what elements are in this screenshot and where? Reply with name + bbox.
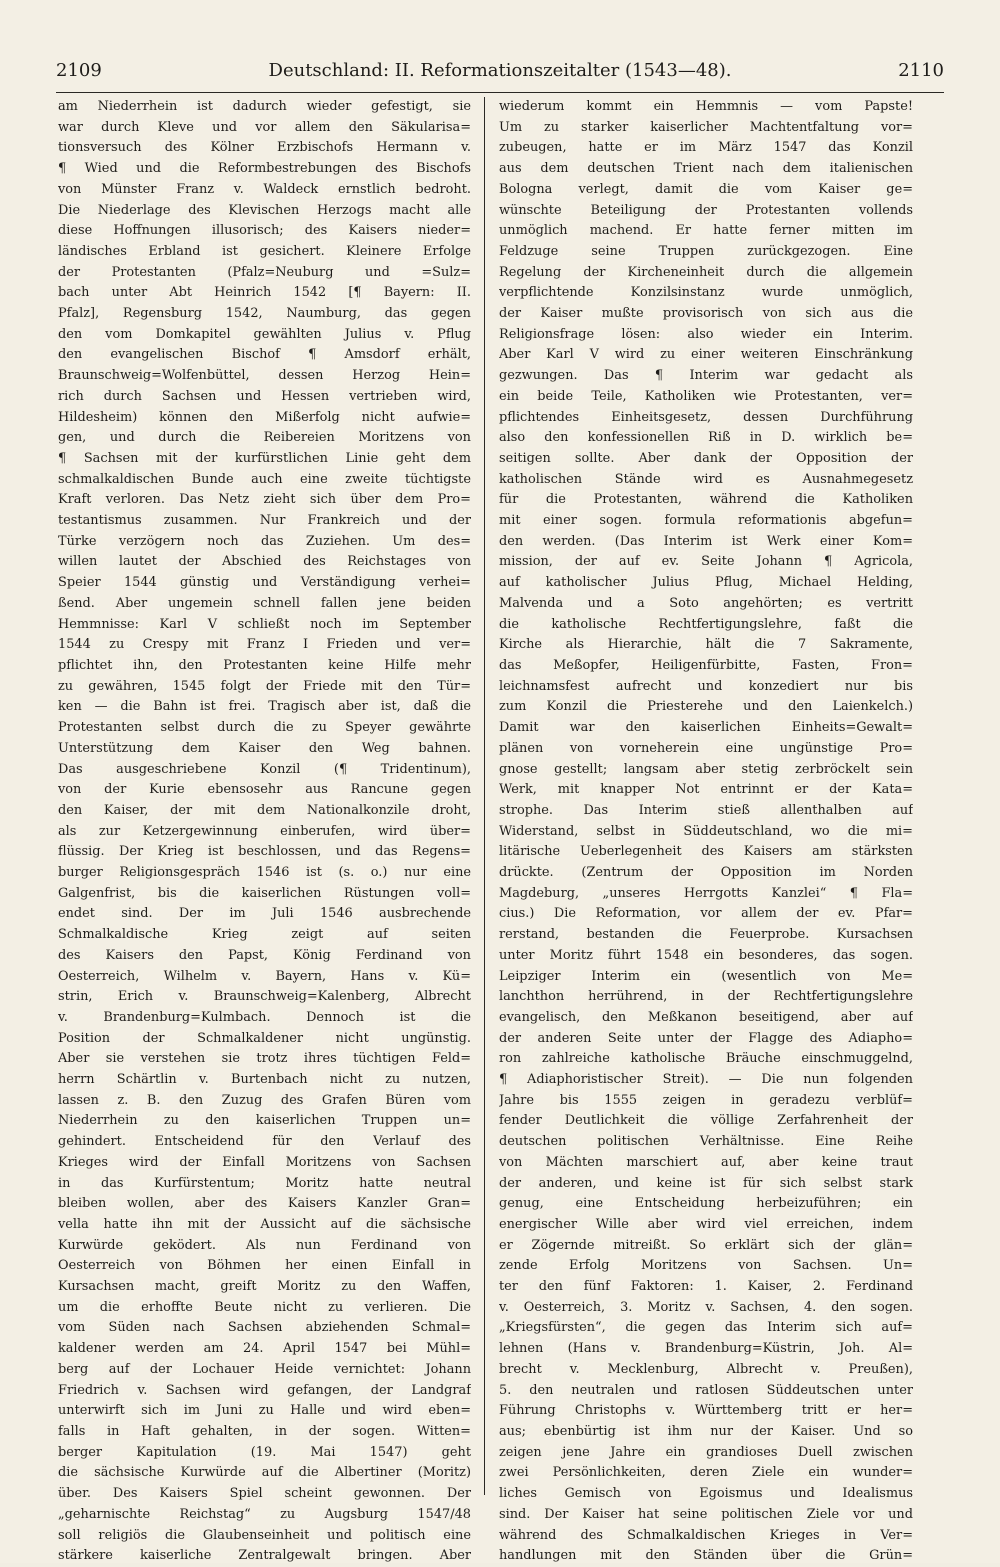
text-line: Jahre bis 1555 zeigen in geradezu verblüf=: [499, 1092, 913, 1108]
text-line: Hemmnisse: Karl V schließt noch im September: [58, 616, 471, 632]
text-line: das Meßopfer, Heiligenfürbitte, Fasten, Fron=: [499, 657, 913, 673]
text-line: endet sind. Der im Juli 1546 ausbrechende: [58, 906, 471, 922]
text-line: stärkere kaiserliche Zentralgewalt bringen. Aber: [58, 1548, 471, 1564]
text-line: liches Gemisch von Egoismus und Idealismus: [499, 1486, 913, 1502]
text-line: gnose gestellt; langsam aber stetig zerbröckelt sein: [499, 761, 913, 777]
text-line: die sächsische Kurwürde auf die Albertiner (Moritz): [58, 1465, 471, 1481]
text-line: um die erhoffte Beute nicht zu verlieren. Die: [58, 1299, 471, 1315]
text-line: Magdeburg, „unseres Herrgotts Kanzlei“ ¶ Fla=: [499, 885, 913, 901]
text-line: von Münster Franz v. Waldeck ernstlich bedroht.: [58, 181, 471, 197]
text-line: berg auf der Lochauer Heide vernichtet: Johann: [58, 1361, 471, 1377]
text-line: handlungen mit den Ständen über die Grün=: [499, 1548, 913, 1564]
text-line: den Kaiser, der mit dem Nationalkonzile droht,: [58, 802, 471, 818]
text-line: wünschte Beteiligung der Protestanten vollends: [499, 202, 913, 218]
text-line: Position der Schmalkaldener nicht ungünstig.: [58, 1030, 471, 1046]
text-line: schmalkaldischen Bunde auch eine zweite tüchtigste: [58, 471, 471, 487]
text-line: litärische Ueberlegenheit des Kaisers am stärksten: [499, 844, 913, 860]
text-line: strin, Erich v. Braunschweig=Kalenberg, Albrecht: [58, 989, 471, 1005]
text-line: rich durch Sachsen und Hessen vertrieben wird,: [58, 388, 471, 404]
text-line: auf katholischer Julius Pflug, Michael Helding,: [499, 575, 913, 591]
text-line: war durch Kleve und vor allem den Säkularisa=: [58, 119, 471, 135]
text-line: soll religiös die Glaubenseinheit und politisch eine: [58, 1527, 471, 1543]
text-line: lassen z. B. den Zuzug des Grafen Büren vom: [58, 1092, 471, 1108]
text-line: Damit war den kaiserlichen Einheits=Gewalt=: [499, 720, 913, 736]
text-line: der anderen, und keine ist für sich selbst stark: [499, 1175, 913, 1191]
text-line: herrn Schärtlin v. Burtenbach nicht zu nutzen,: [58, 1072, 471, 1088]
text-line: „Kriegsfürsten“, die gegen das Interim sich auf=: [499, 1320, 913, 1336]
text-line: lanchthon herrührend, in der Rechtfertigungslehre: [499, 989, 913, 1005]
text-line: Oesterreich von Böhmen her einen Einfall in: [58, 1258, 471, 1274]
text-line: Regelung der Kircheneinheit durch die allgemein: [499, 264, 913, 280]
text-line: zeigen jene Jahre ein grandioses Duell zwischen: [499, 1444, 913, 1460]
text-line: Unterstützung dem Kaiser den Weg bahnen.: [58, 740, 471, 756]
text-line: Kurwürde geködert. Als nun Ferdinand von: [58, 1237, 471, 1253]
text-line: des Kaisers den Papst, König Ferdinand von: [58, 947, 471, 963]
text-line: zu gewähren, 1545 folgt der Friede mit den Tür=: [58, 678, 471, 694]
text-line: Malvenda und a Soto angehörten; es vertritt: [499, 595, 913, 611]
text-line: am Niederrhein ist dadurch wieder gefestigt, sie: [58, 99, 471, 114]
text-line: Protestanten selbst durch die zu Speyer gewährte: [58, 720, 471, 736]
text-line: aus dem deutschen Trient nach dem italienischen: [499, 161, 913, 177]
text-line: ¶ Adiaphoristischer Streit). — Die nun folgenden: [499, 1072, 913, 1088]
text-line: Krieges wird der Einfall Moritzens von Sachsen: [58, 1154, 471, 1170]
text-line: Pfalz], Regensburg 1542, Naumburg, das gegen: [58, 306, 471, 322]
running-title: Deutschland: II. Reformationszeitalter (1543—48).: [268, 60, 732, 81]
text-line: der anderen Seite unter der Flagge des Adiapho=: [499, 1030, 913, 1046]
text-line: seitigen sollte. Aber dank der Opposition der: [499, 450, 913, 466]
text-line: berger Kapitulation (19. Mai 1547) geht: [58, 1444, 471, 1460]
text-line: der Kaiser mußte provisorisch von sich aus die: [499, 306, 913, 322]
text-line: Friedrich v. Sachsen wird gefangen, der Landgraf: [58, 1382, 471, 1398]
text-line: als zur Ketzergewinnung einberufen, wird über=: [58, 823, 471, 839]
text-line: 5. den neutralen und ratlosen Süddeutschen unter: [499, 1382, 913, 1398]
text-line: über. Des Kaisers Spiel scheint gewonnen. Der: [58, 1486, 471, 1502]
text-line: tionsversuch des Kölner Erzbischofs Hermann v.: [58, 140, 471, 156]
text-line: Um zu starker kaiserlicher Machtentfaltung vor=: [499, 119, 913, 135]
text-line: Türke verzögern noch das Zuziehen. Um des=: [58, 533, 471, 549]
text-line: unterwirft sich im Juni zu Halle und wird eben=: [58, 1403, 471, 1419]
text-line: ken — die Bahn ist frei. Tragisch aber ist, daß die: [58, 699, 471, 715]
text-line: pflichtendes Einheitsgesetz, dessen Durchführung: [499, 409, 913, 425]
text-line: rerstand, bestanden die Feuerprobe. Kursachsen: [499, 927, 913, 943]
text-line: Hildesheim) können den Mißerfolg nicht aufwie=: [58, 409, 471, 425]
text-line: Widerstand, selbst in Süddeutschland, wo die mi=: [499, 823, 913, 839]
text-line: katholischen Stände wird es Ausnahmegesetz: [499, 471, 913, 487]
page-number-left: 2109: [56, 60, 102, 81]
text-line: Galgenfrist, bis die kaiserlichen Rüstungen voll=: [58, 885, 471, 901]
text-line: flüssig. Der Krieg ist beschlossen, und das Regens=: [58, 844, 471, 860]
text-line: gezwungen. Das ¶ Interim war gedacht als: [499, 368, 913, 384]
text-line: der Protestanten (Pfalz=Neuburg und =Sulz=: [58, 264, 471, 280]
text-line: lehnen (Hans v. Brandenburg=Küstrin, Joh. Al=: [499, 1341, 913, 1357]
text-line: 1544 zu Crespy mit Franz I Frieden und ver=: [58, 637, 471, 653]
text-line: zubeugen, hatte er im März 1547 das Konzil: [499, 140, 913, 156]
text-line: Die Niederlage des Klevischen Herzogs macht alle: [58, 202, 471, 218]
text-line: aus; ebenbürtig ist ihm nur der Kaiser. Und so: [499, 1424, 913, 1439]
text-line: Aber sie verstehen sie trotz ihres tüchtigen Feld=: [58, 1051, 471, 1067]
text-line: Kursachsen macht, greift Moritz zu den Waffen,: [58, 1279, 471, 1295]
text-line: willen lautet der Abschied des Reichstages von: [58, 554, 471, 570]
text-line: plänen von vorneherein eine ungünstige Pro=: [499, 740, 913, 756]
text-line: Niederrhein zu den kaiserlichen Truppen un=: [58, 1113, 471, 1129]
text-line: den vom Domkapitel gewählten Julius v. Pflug: [58, 326, 471, 342]
text-line: ter den fünf Faktoren: 1. Kaiser, 2. Ferdinand: [499, 1279, 913, 1295]
text-line: den evangelischen Bischof ¶ Amsdorf erhält,: [58, 347, 471, 363]
page-number-right: 2110: [898, 60, 944, 81]
text-line: ländisches Erbland ist gesichert. Kleinere Erfolge: [58, 243, 471, 259]
text-line: falls in Haft gehalten, in der sogen. Witten=: [58, 1424, 471, 1439]
text-line: vella hatte ihn mit der Aussicht auf die sächsische: [58, 1216, 471, 1232]
text-line: Schmalkaldische Krieg zeigt auf seiten: [58, 927, 471, 943]
text-line: Oesterreich, Wilhelm v. Bayern, Hans v. Kü=: [58, 968, 471, 984]
text-line: er Zögernde mitreißt. So erklärt sich der glän=: [499, 1237, 913, 1253]
text-line: zum Konzil die Priesterehe und den Laienkelch.): [499, 699, 913, 715]
text-line: Speier 1544 günstig und Verständigung verhei=: [58, 575, 471, 591]
text-line: drückte. (Zentrum der Opposition im Norden: [499, 865, 913, 881]
text-line: bleiben wollen, aber des Kaisers Kanzler Gran=: [58, 1196, 471, 1212]
text-column-left: [58, 97, 471, 1564]
text-line: Feldzuge seine Truppen zurückgezogen. Eine: [499, 243, 913, 259]
text-line: fender Deutlichkeit die völlige Zerfahrenheit der: [499, 1113, 913, 1129]
text-line: Kirche als Hierarchie, hält die 7 Sakramente,: [499, 637, 913, 653]
text-line: von der Kurie ebensosehr aus Rancune gegen: [58, 782, 471, 798]
text-line: testantismus zusammen. Nur Frankreich und der: [58, 513, 471, 529]
text-line: während des Schmalkaldischen Krieges in Ver=: [499, 1527, 913, 1543]
text-line: ¶ Sachsen mit der kurfürstlichen Linie geht dem: [58, 450, 471, 466]
text-line: gehindert. Entscheidend für den Verlauf des: [58, 1134, 471, 1150]
text-line: leichnamsfest aufrecht und konzediert nur bis: [499, 678, 913, 694]
text-line: von Mächten marschiert auf, aber keine traut: [499, 1154, 913, 1170]
text-line: unter Moritz führt 1548 ein besonderes, das sogen.: [499, 947, 913, 963]
text-line: pflichtet ihn, den Protestanten keine Hilfe mehr: [58, 657, 471, 673]
text-line: deutschen politischen Verhältnisse. Eine Reihe: [499, 1134, 913, 1150]
text-line: Braunschweig=Wolfenbüttel, dessen Herzog Hein=: [58, 368, 471, 384]
text-line: strophe. Das Interim stieß allenthalben auf: [499, 802, 913, 818]
text-line: diese Hoffnungen illusorisch; des Kaisers nieder=: [58, 223, 471, 239]
text-column-right: [499, 97, 913, 1564]
text-line: Leipziger Interim ein (wesentlich von Me=: [499, 968, 913, 984]
text-line: Werk, mit knapper Not entrinnt er der Kata=: [499, 782, 913, 798]
text-line: v. Brandenburg=Kulmbach. Dennoch ist die: [58, 1009, 471, 1025]
text-line: verpflichtende Konzilsinstanz wurde unmöglich,: [499, 285, 913, 301]
text-line: in das Kurfürstentum; Moritz hatte neutral: [58, 1175, 471, 1191]
text-line: cius.) Die Reformation, vor allem der ev. Pfar=: [499, 906, 913, 922]
text-line: kaldener werden am 24. April 1547 bei Mühl=: [58, 1341, 471, 1357]
text-line: bach unter Abt Heinrich 1542 [¶ Bayern: II.: [58, 285, 471, 301]
text-line: Aber Karl V wird zu einer weiteren Einschränkung: [499, 347, 913, 363]
text-line: Kraft verloren. Das Netz zieht sich über dem Pro=: [58, 492, 471, 508]
text-line: vom Süden nach Sachsen abziehenden Schmal=: [58, 1320, 471, 1336]
text-line: „geharnischte Reichstag“ zu Augsburg 1547/48: [58, 1506, 471, 1522]
text-line: genug, eine Entscheidung herbeizuführen; ein: [499, 1196, 913, 1212]
page-header: [56, 60, 944, 88]
text-line: gen, und durch die Reibereien Moritzens von: [58, 430, 471, 446]
text-line: mission, der auf ev. Seite Johann ¶ Agricola,: [499, 554, 913, 570]
text-line: für die Protestanten, während die Katholiken: [499, 492, 913, 508]
text-line: die katholische Rechtfertigungslehre, faßt die: [499, 616, 913, 632]
header-rule: [56, 92, 944, 93]
text-line: evangelisch, den Meßkanon beseitigend, aber auf: [499, 1009, 913, 1025]
text-line: brecht v. Mecklenburg, Albrecht v. Preußen),: [499, 1361, 913, 1377]
text-line: zwei Persönlichkeiten, deren Ziele ein wunder=: [499, 1465, 913, 1481]
column-divider: [484, 97, 485, 1495]
text-line: ¶ Wied und die Reformbestrebungen des Bischofs: [58, 161, 471, 177]
text-line: ron zahlreiche katholische Bräuche einschmuggelnd,: [499, 1051, 913, 1067]
text-line: ein beide Teile, Katholiken wie Protestanten, ver=: [499, 388, 913, 404]
text-line: sind. Der Kaiser hat seine politischen Ziele vor und: [499, 1506, 913, 1522]
text-line: den werden. (Das Interim ist Werk einer Kom=: [499, 533, 913, 549]
text-line: v. Oesterreich, 3. Moritz v. Sachsen, 4. den sogen.: [499, 1299, 913, 1315]
text-line: Bologna verlegt, damit die vom Kaiser ge=: [499, 181, 913, 197]
text-line: mit einer sogen. formula reformationis abgefun=: [499, 513, 913, 529]
text-line: Das ausgeschriebene Konzil (¶ Tridentinum),: [58, 761, 471, 777]
text-line: unmöglich machend. Er hatte ferner mitten im: [499, 223, 913, 239]
text-line: Führung Christophs v. Württemberg tritt er her=: [499, 1403, 913, 1419]
text-line: ßend. Aber ungemein schnell fallen jene beiden: [58, 595, 471, 611]
text-line: Religionsfrage lösen: also wieder ein Interim.: [499, 326, 913, 342]
text-line: wiederum kommt ein Hemmnis — vom Papste!: [499, 99, 913, 114]
text-line: zende Erfolg Moritzens von Sachsen. Un=: [499, 1258, 913, 1274]
text-line: also den konfessionellen Riß in D. wirklich be=: [499, 430, 913, 446]
text-line: burger Religionsgespräch 1546 ist (s. o.) nur eine: [58, 865, 471, 881]
text-line: energischer Wille aber wird viel erreichen, indem: [499, 1216, 913, 1232]
